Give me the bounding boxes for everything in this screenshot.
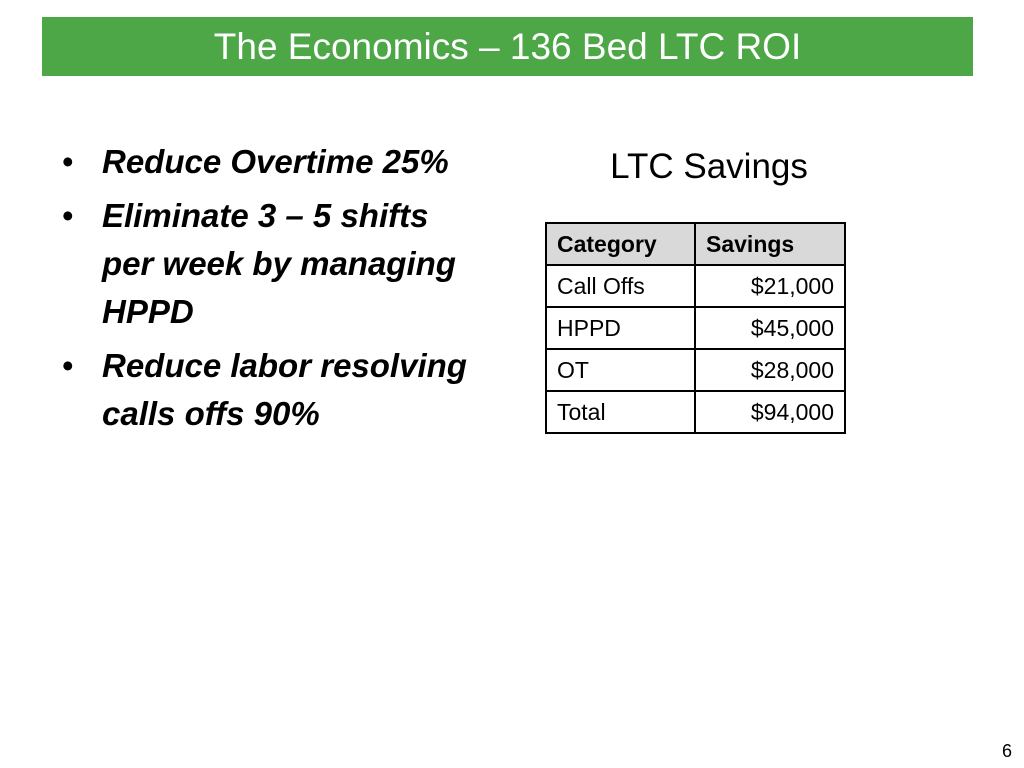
- table-row: [546, 265, 845, 307]
- table-row: [546, 307, 845, 349]
- table-row: [546, 349, 845, 391]
- bullet-icon: •: [62, 143, 74, 180]
- table-title: LTC Savings: [610, 147, 808, 186]
- slide-title: The Economics – 136 Bed LTC ROI: [213, 26, 802, 67]
- category-cell: HPPD: [546, 307, 695, 349]
- title-bar: [42, 17, 973, 76]
- bullet-icon: •: [62, 347, 74, 384]
- savings-cell: $21,000: [695, 265, 845, 307]
- savings-table: [545, 222, 846, 434]
- bullet-text: Eliminate 3 – 5 shifts per week by managing HPPD: [102, 197, 456, 330]
- category-cell: Call Offs: [546, 265, 695, 307]
- bullet-item: [62, 138, 482, 186]
- bullet-text: Reduce labor resolving calls offs 90%: [102, 347, 467, 432]
- column-header-savings: Savings: [695, 223, 845, 265]
- bullet-icon: •: [62, 197, 74, 234]
- table-row-total: [546, 391, 845, 433]
- bullet-list: [62, 138, 482, 444]
- bullet-item: [62, 342, 482, 438]
- savings-cell: $28,000: [695, 349, 845, 391]
- savings-cell: $45,000: [695, 307, 845, 349]
- table-header-row: [546, 223, 845, 265]
- page-number: 6: [1001, 741, 1012, 761]
- savings-cell: $94,000: [695, 391, 845, 433]
- category-cell: Total: [546, 391, 695, 433]
- bullet-item: [62, 192, 482, 336]
- category-cell: OT: [546, 349, 695, 391]
- column-header-category: Category: [546, 223, 695, 265]
- bullet-text: Reduce Overtime 25%: [102, 143, 449, 180]
